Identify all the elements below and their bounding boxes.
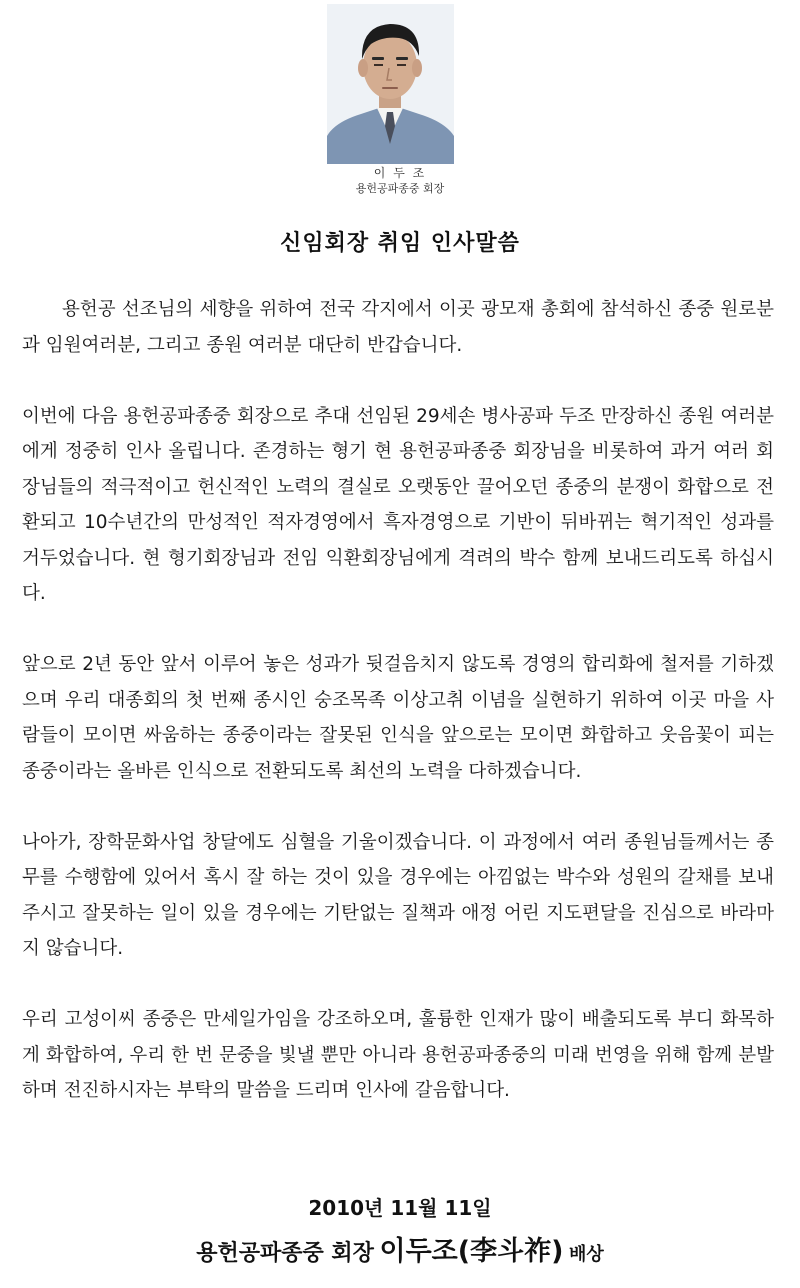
signature-name: 이두조(李斗祚) — [379, 1236, 564, 1267]
portrait-photo — [327, 4, 454, 164]
signature-suffix: 배상 — [569, 1244, 604, 1265]
paragraph: 우리 고성이씨 종중은 만세일가임을 강조하오며, 훌륭한 인재가 많이 배출되도록 부디 화목하게 화합하여, 우리 한 번 문중을 빛낼 뿐만 아니라 용헌공파종중의 미래 번영을 위해 함께 분발하며 전진하시자는 부탁의 말씀을 드리며 인사에 갈음합니다. — [22, 1009, 774, 1101]
portrait-title: 용헌공파종중 회장 — [355, 182, 445, 195]
portrait-name: 이 두 조 — [373, 166, 427, 180]
document-title: 신임회장 취임 인사말씀 — [280, 231, 520, 256]
paragraph: 앞으로 2년 동안 앞서 이루어 놓은 성과가 뒷걸음치지 않도록 경영의 합리화에 철저를 기하겠으며 우리 대종회의 첫 번째 종시인 숭조목족 이상고취 이념을 실현하기 위하여 이곳 마을 사람들이 모이면 싸움하는 종중이라는 잘못된 인식을 앞으로는 모이면 화합하고 웃음꽃이 피는 종중이라는 올바른 인식으로 전환되도록 최선의 노력을 다하겠습니다. — [22, 654, 774, 782]
paragraph: 이번에 다음 용헌공파종중 회장으로 추대 선임된 29세손 병사공파 두조 만장하신 종원 여러분에게 정중히 인사 올립니다. 존경하는 형기 현 용헌공파종중 회장님을 비롯하여 과거 여러 회장님들의 적극적이고 헌신적인 노력의 결실로 오랫동안 끌어오던 종중의 분쟁이 화합으로 전환되고 10수년간의 만성적인 적자경영에서 흑자경영으로 기반이 뒤바뀌는 혁기적인 성과를 거두었습니다. 현 형기회장님과 전임 익환회장님에게 격려의 박수 함께 보내드리도록 하십시다. — [22, 405, 774, 604]
paragraph: 나아가, 장학문화사업 창달에도 심혈을 기울이겠습니다. 이 과정에서 여러 종원님들께서는 종무를 수행함에 있어서 혹시 잘 하는 것이 있을 경우에는 아낌없는 박수와 성원의 갈채를 보내주시고 잘못하는 일이 있을 경우에는 기탄없는 질책과 애정 어린 지도편달을 진심으로 바라마지 않습니다. — [22, 831, 774, 959]
signature-line — [0, 1229, 800, 1268]
letter-body — [22, 292, 774, 1109]
letter-date: 2010년 11월 11일 — [308, 1196, 492, 1220]
signature-organization: 용헌공파종중 회장 — [196, 1241, 374, 1266]
paragraph: 용헌공 선조님의 세향을 위하여 전국 각지에서 이곳 광모재 총회에 참석하신 종중 원로분과 임원여러분, 그리고 종원 여러분 대단히 반갑습니다. — [22, 299, 774, 356]
